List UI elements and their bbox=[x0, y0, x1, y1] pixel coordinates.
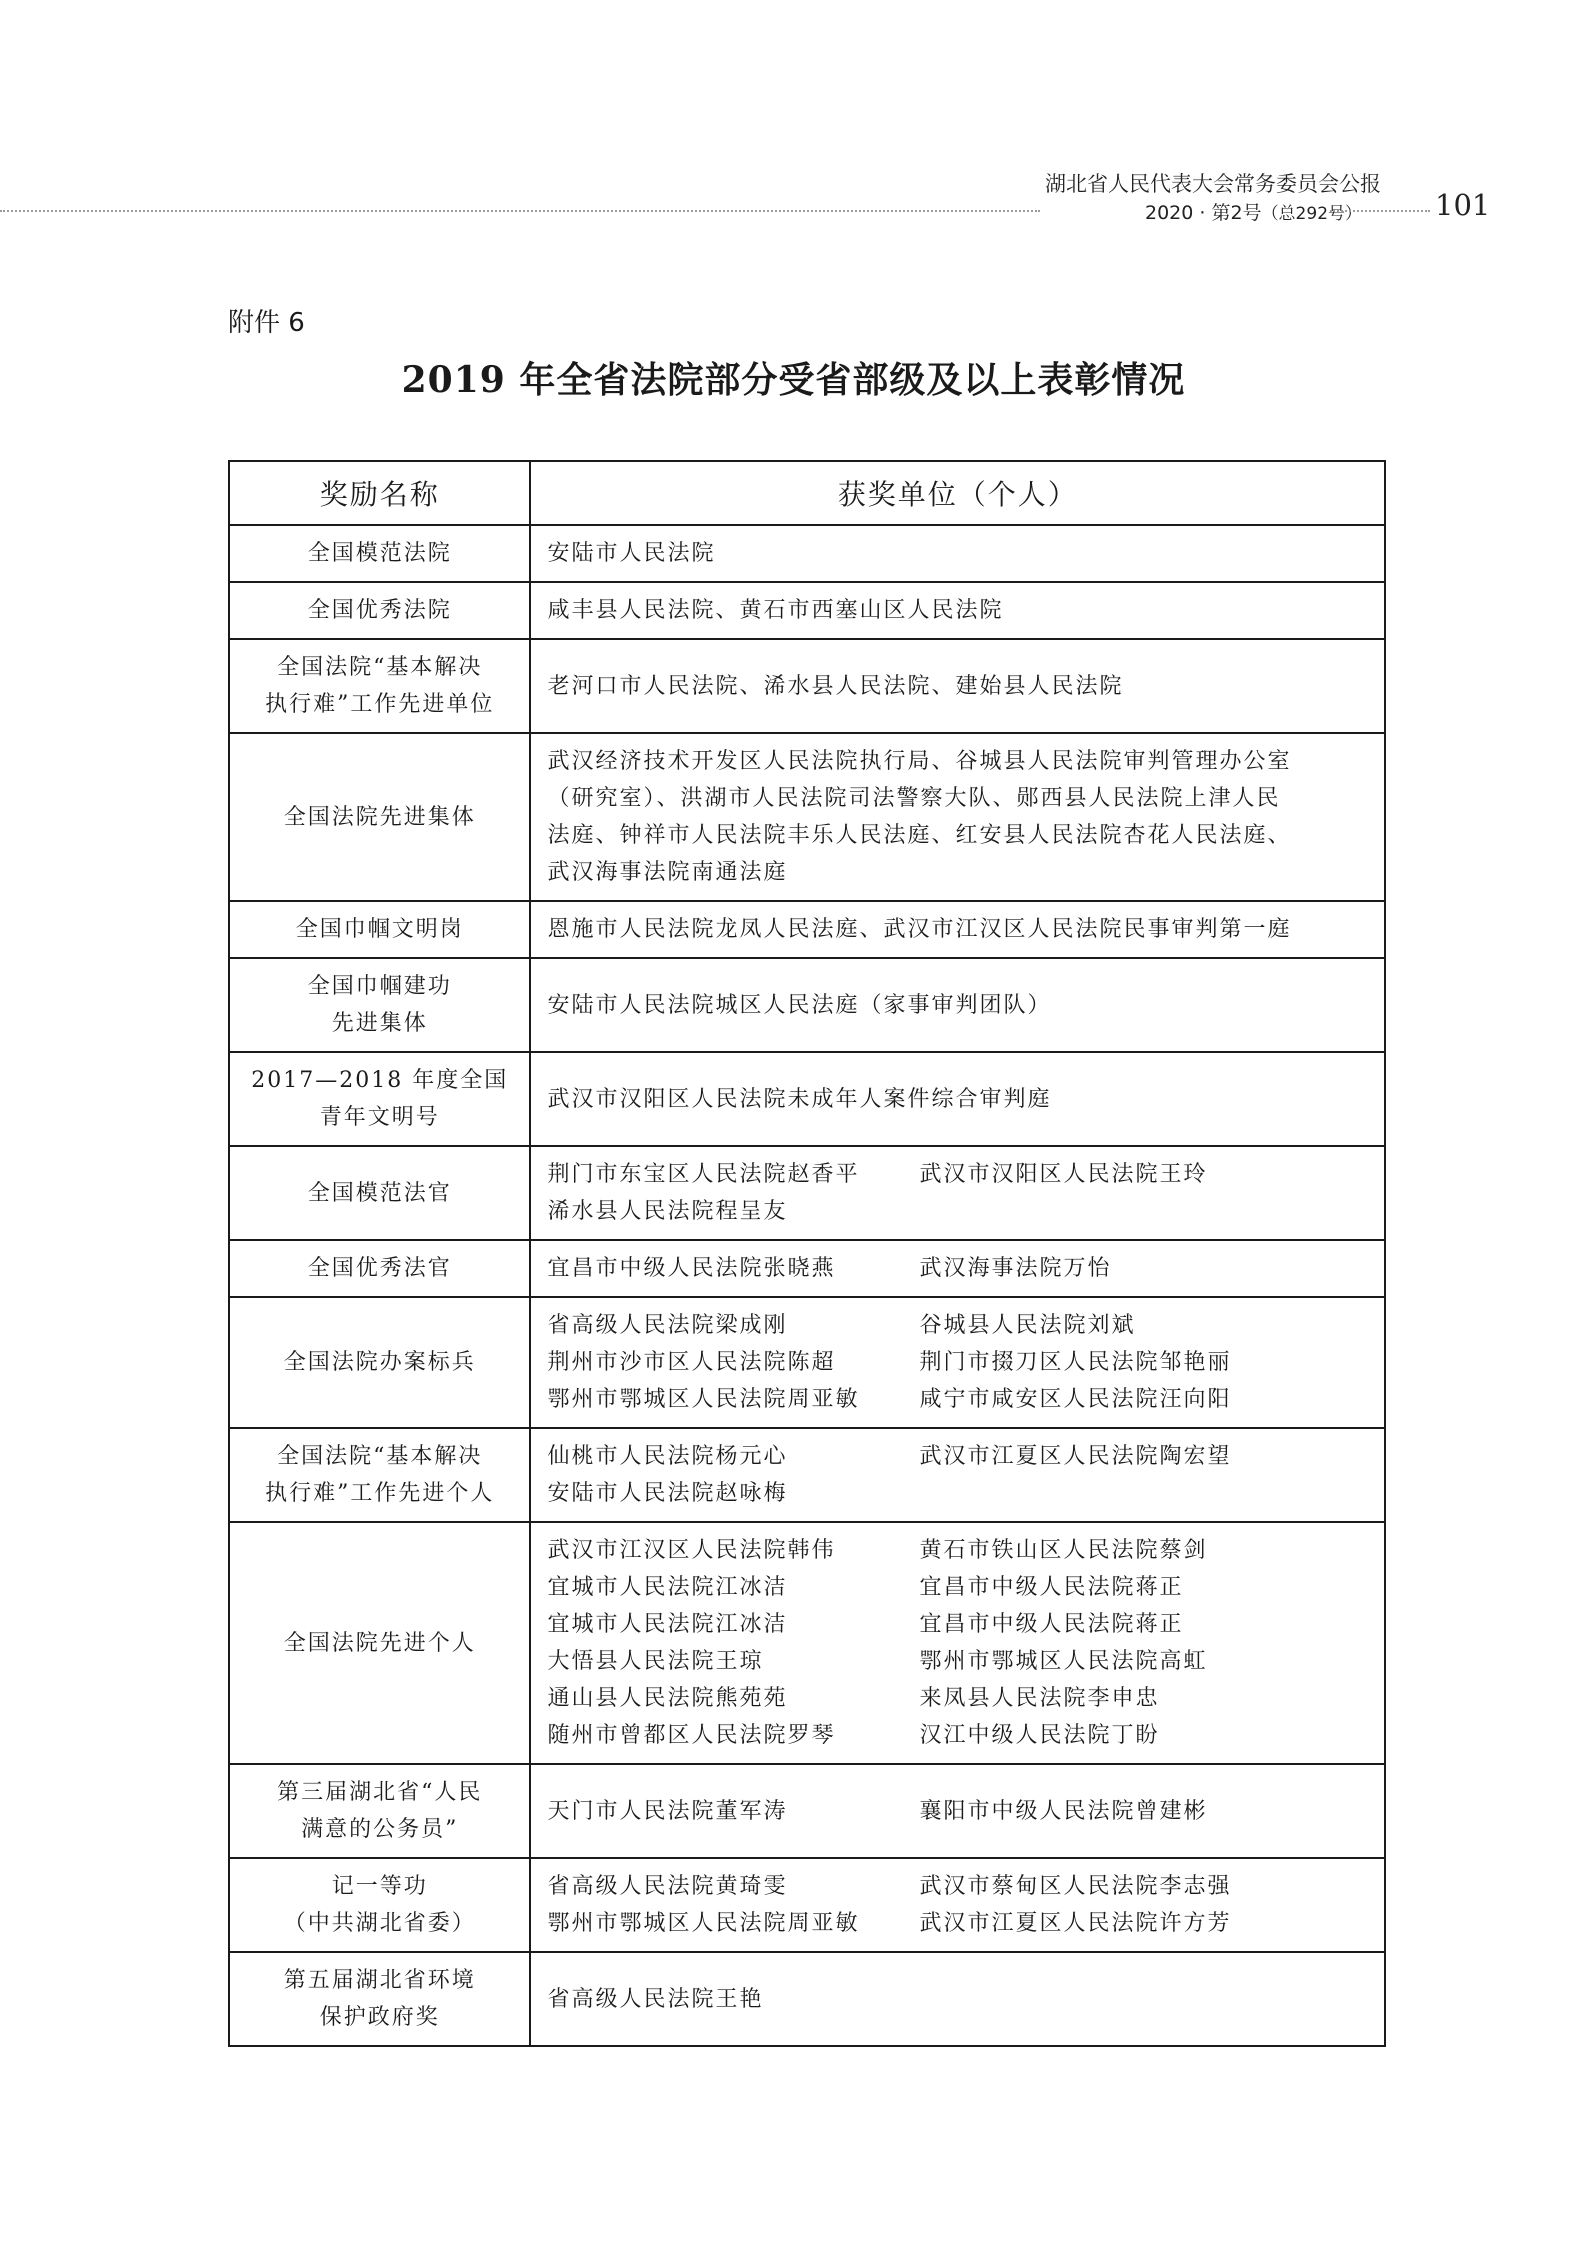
award-name-line: 全国法院“基本解决 bbox=[277, 1444, 483, 1469]
award-name-cell bbox=[229, 1146, 530, 1240]
recipient-cell bbox=[530, 1522, 1385, 1764]
recipient-left: 宜城市人民法院江冰洁 bbox=[547, 1612, 788, 1637]
recipient-cell bbox=[530, 733, 1385, 901]
recipient-right: 襄阳市中级人民法院曾建彬 bbox=[919, 1798, 1208, 1824]
recipient-line: 安陆市人民法院 bbox=[547, 541, 716, 566]
recipient-left: 通山县人民法院熊苑苑 bbox=[547, 1686, 788, 1711]
recipient-left: 荆门市东宝区人民法院赵香平 bbox=[547, 1162, 860, 1187]
award-name-cell bbox=[229, 733, 530, 901]
attachment-label: 附件 6 bbox=[228, 308, 305, 338]
recipient-right: 宜昌市中级人民法院蒋正 bbox=[919, 1612, 1184, 1637]
table-row bbox=[229, 1146, 1385, 1240]
award-name-cell bbox=[229, 639, 530, 733]
award-name-line: 保护政府奖 bbox=[319, 2005, 440, 2030]
recipient-pair-line bbox=[547, 1606, 1370, 1643]
recipient-left: 荆州市沙市区人民法院陈超 bbox=[547, 1350, 836, 1375]
header-dotted-rule-left bbox=[0, 210, 1040, 212]
award-name-line: 执行难”工作先进单位 bbox=[265, 692, 495, 717]
table-header-row bbox=[229, 461, 1385, 525]
award-name-line: 青年文明号 bbox=[319, 1105, 440, 1130]
recipient-left: 大悟县人民法院王琼 bbox=[547, 1649, 764, 1674]
award-name-cell bbox=[229, 1858, 530, 1952]
recipient-line: 武汉市汉阳区人民法院未成年人案件综合审判庭 bbox=[547, 1086, 1052, 1112]
table-row bbox=[229, 582, 1385, 639]
table-row bbox=[229, 1522, 1385, 1764]
recipient-right: 武汉市汉阳区人民法院王玲 bbox=[919, 1162, 1208, 1187]
recipient-cell bbox=[530, 1764, 1385, 1858]
award-name-cell bbox=[229, 958, 530, 1052]
table-row bbox=[229, 1297, 1385, 1428]
recipient-left: 省高级人民法院梁成刚 bbox=[547, 1313, 788, 1338]
award-name-line: 执行难”工作先进个人 bbox=[265, 1481, 495, 1506]
issue-total: （总292号） bbox=[1261, 204, 1363, 224]
table-row bbox=[229, 733, 1385, 901]
recipient-right: 谷城县人民法院刘斌 bbox=[919, 1313, 1136, 1338]
award-name-line: （中共湖北省委） bbox=[283, 1911, 476, 1936]
recipient-pair-line bbox=[547, 1438, 1370, 1475]
table-row bbox=[229, 1858, 1385, 1952]
recipient-pair-line bbox=[547, 1250, 1370, 1287]
recipient-pair-line bbox=[547, 1307, 1370, 1344]
award-name-cell bbox=[229, 901, 530, 958]
recipient-right: 咸宁市咸安区人民法院汪向阳 bbox=[919, 1387, 1232, 1412]
recipient-left: 鄂州市鄂城区人民法院周亚敏 bbox=[547, 1387, 860, 1412]
award-name-cell bbox=[229, 1428, 530, 1522]
recipient-line: 安陆市人民法院城区人民法庭（家事审判团队） bbox=[547, 992, 1052, 1018]
header-dotted-rule-right bbox=[1330, 210, 1430, 212]
recipient-cell bbox=[530, 1052, 1385, 1146]
recipient-cell bbox=[530, 1297, 1385, 1428]
award-name-cell bbox=[229, 1764, 530, 1858]
issue-number: 2020 · 第2号 bbox=[1145, 202, 1262, 224]
recipient-pair-line bbox=[547, 1680, 1370, 1717]
recipient-right: 鄂州市鄂城区人民法院高虹 bbox=[919, 1649, 1208, 1674]
journal-name: 湖北省人民代表大会常务委员会公报 bbox=[1045, 172, 1381, 196]
recipient-right: 武汉市江夏区人民法院陶宏望 bbox=[919, 1444, 1232, 1469]
page-number: 101 bbox=[1435, 188, 1491, 222]
recipient-cell bbox=[530, 901, 1385, 958]
recipient-cell bbox=[530, 525, 1385, 582]
header-award-name: 奖励名称 bbox=[229, 461, 530, 525]
award-name-line: 全国法院“基本解决 bbox=[277, 655, 483, 680]
recipient-left: 天门市人民法院董军涛 bbox=[547, 1798, 788, 1824]
recipient-pair-line bbox=[547, 1193, 1370, 1230]
award-name-line: 全国模范法院 bbox=[307, 541, 452, 566]
recipient-pair-line bbox=[547, 1532, 1370, 1569]
award-name-line: 全国模范法官 bbox=[307, 1180, 452, 1206]
recipient-left: 仙桃市人民法院杨元心 bbox=[547, 1444, 788, 1469]
award-name-line: 全国优秀法院 bbox=[307, 598, 452, 623]
recipient-left: 宜昌市中级人民法院张晓燕 bbox=[547, 1256, 836, 1281]
award-name-line: 全国法院先进个人 bbox=[283, 1630, 476, 1656]
recipient-cell bbox=[530, 1428, 1385, 1522]
recipient-line: 老河口市人民法院、浠水县人民法院、建始县人民法院 bbox=[547, 673, 1124, 699]
recipient-left: 宜城市人民法院江冰洁 bbox=[547, 1575, 788, 1600]
recipient-pair-line bbox=[547, 1156, 1370, 1193]
recipient-line: 省高级人民法院王艳 bbox=[547, 1986, 764, 2012]
award-name-line: 满意的公务员” bbox=[301, 1817, 459, 1842]
recipient-cell bbox=[530, 1240, 1385, 1297]
table-row bbox=[229, 1764, 1385, 1858]
award-name-cell bbox=[229, 1952, 530, 2046]
recipient-pair-line bbox=[547, 1381, 1370, 1418]
table-row bbox=[229, 901, 1385, 958]
recipient-right: 来凤县人民法院李申忠 bbox=[919, 1686, 1160, 1711]
award-name-line: 2017—2018 年度全国 bbox=[251, 1068, 509, 1093]
award-name-line: 全国法院先进集体 bbox=[283, 804, 476, 830]
table-row bbox=[229, 639, 1385, 733]
award-name-cell bbox=[229, 582, 530, 639]
recipient-line: 法庭、钟祥市人民法院丰乐人民法庭、红安县人民法院杏花人民法庭、 bbox=[547, 823, 1292, 848]
table-row bbox=[229, 1952, 1385, 2046]
award-name-line: 第五届湖北省环境 bbox=[283, 1968, 476, 1993]
header-recipient: 获奖单位（个人） bbox=[530, 461, 1385, 525]
recipient-right: 武汉市江夏区人民法院许方芳 bbox=[919, 1911, 1232, 1936]
recipient-right: 武汉海事法院万怡 bbox=[919, 1256, 1112, 1281]
recipient-left: 武汉市江汉区人民法院韩伟 bbox=[547, 1538, 836, 1563]
award-name-line: 记一等功 bbox=[331, 1874, 428, 1899]
recipient-line: 咸丰县人民法院、黄石市西塞山区人民法院 bbox=[547, 598, 1004, 623]
award-name-line: 全国法院办案标兵 bbox=[283, 1350, 476, 1375]
recipient-line: 恩施市人民法院龙凤人民法庭、武汉市江汉区人民法院民事审判第一庭 bbox=[547, 917, 1292, 942]
table-row bbox=[229, 1428, 1385, 1522]
award-name-line: 先进集体 bbox=[331, 1011, 428, 1036]
recipient-pair-line bbox=[547, 1793, 1370, 1830]
recipient-pair-line bbox=[547, 1868, 1370, 1905]
recipient-left: 浠水县人民法院程呈友 bbox=[547, 1199, 788, 1224]
recipient-left: 鄂州市鄂城区人民法院周亚敏 bbox=[547, 1911, 860, 1936]
award-name-cell bbox=[229, 1297, 530, 1428]
recipient-cell bbox=[530, 582, 1385, 639]
award-name-line: 全国巾帼建功 bbox=[307, 974, 452, 999]
recipient-pair-line bbox=[547, 1905, 1370, 1942]
award-name-line: 第三届湖北省“人民 bbox=[277, 1780, 483, 1805]
recipient-cell bbox=[530, 1952, 1385, 2046]
recipient-right: 黄石市铁山区人民法院蔡剑 bbox=[919, 1538, 1208, 1563]
table-row bbox=[229, 1052, 1385, 1146]
recipient-right: 汉江中级人民法院丁盼 bbox=[919, 1723, 1160, 1748]
table-row bbox=[229, 1240, 1385, 1297]
recipient-right: 武汉市蔡甸区人民法院李志强 bbox=[919, 1874, 1232, 1899]
award-name-line: 全国优秀法官 bbox=[307, 1256, 452, 1281]
recipient-line: 武汉经济技术开发区人民法院执行局、谷城县人民法院审判管理办公室 bbox=[547, 749, 1292, 774]
awards-table bbox=[228, 460, 1386, 2047]
award-name-line: 全国巾帼文明岗 bbox=[295, 917, 464, 942]
award-name-cell bbox=[229, 1522, 530, 1764]
recipient-pair-line bbox=[547, 1344, 1370, 1381]
recipient-pair-line bbox=[547, 1569, 1370, 1606]
table-body bbox=[229, 525, 1385, 2046]
table-row bbox=[229, 525, 1385, 582]
recipient-pair-line bbox=[547, 1643, 1370, 1680]
recipient-cell bbox=[530, 1146, 1385, 1240]
award-name-cell bbox=[229, 1052, 530, 1146]
recipient-right: 荆门市掇刀区人民法院邹艳丽 bbox=[919, 1350, 1232, 1375]
award-name-cell bbox=[229, 1240, 530, 1297]
recipient-cell bbox=[530, 639, 1385, 733]
recipient-line: 武汉海事法院南通法庭 bbox=[547, 860, 788, 885]
recipient-line: （研究室）、洪湖市人民法院司法警察大队、郧西县人民法院上津人民 bbox=[547, 786, 1281, 811]
table-row bbox=[229, 958, 1385, 1052]
recipient-left: 随州市曾都区人民法院罗琴 bbox=[547, 1723, 836, 1748]
recipient-right: 宜昌市中级人民法院蒋正 bbox=[919, 1575, 1184, 1600]
recipient-pair-line bbox=[547, 1475, 1370, 1512]
recipient-cell bbox=[530, 958, 1385, 1052]
award-name-cell bbox=[229, 525, 530, 582]
recipient-cell bbox=[530, 1858, 1385, 1952]
recipient-left: 安陆市人民法院赵咏梅 bbox=[547, 1481, 788, 1506]
document-title: 2019 年全省法院部分受省部级及以上表彰情况 bbox=[401, 359, 1186, 401]
recipient-pair-line bbox=[547, 1717, 1370, 1754]
recipient-left: 省高级人民法院黄琦雯 bbox=[547, 1874, 788, 1899]
